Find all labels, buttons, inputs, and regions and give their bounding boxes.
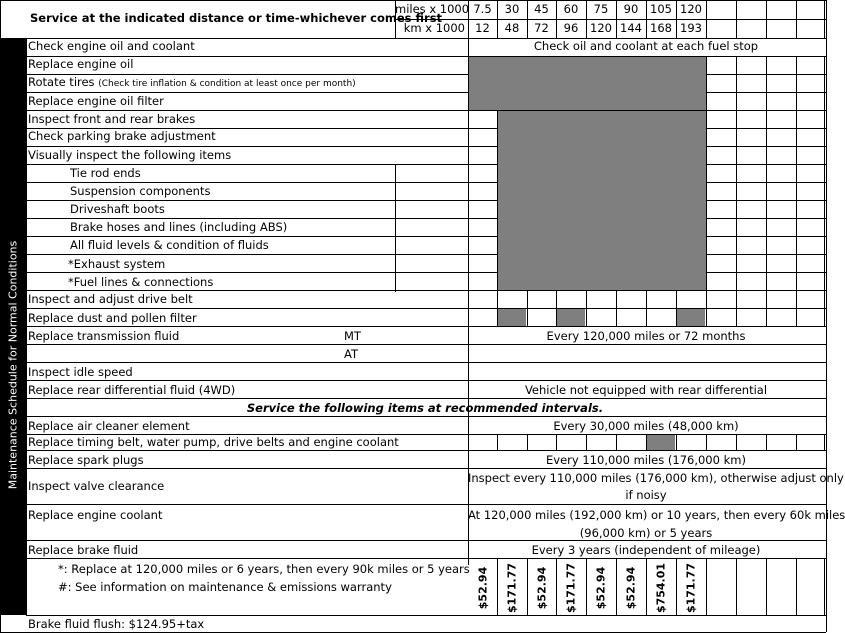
price-label: $52.94	[476, 566, 489, 610]
grid-line	[824, 0, 825, 38]
grid-line	[26, 416, 826, 417]
header-km-value: 144	[620, 21, 642, 35]
grid-line	[736, 0, 737, 38]
header-km-value: 72	[534, 21, 549, 35]
note-hash: #: See information on maintenance & emissions warranty	[58, 580, 392, 594]
item-idle-speed: Inspect idle speed	[28, 365, 133, 379]
item-at: AT	[344, 347, 358, 361]
price-label: $52.94	[535, 566, 548, 610]
item-tie-rod: Tie rod ends	[70, 166, 141, 180]
header-miles-value: 105	[650, 2, 672, 16]
sidebar-label: Maintenance Schedule for Normal Conditions	[6, 240, 20, 490]
price-label: $171.77	[564, 562, 578, 614]
price-label: $52.94	[594, 566, 608, 610]
grid-line	[706, 558, 707, 615]
header-miles-value: 45	[534, 2, 549, 16]
header-miles-value: 90	[623, 2, 639, 16]
grid-line	[616, 558, 617, 615]
grid-line	[796, 434, 797, 450]
item-driveshaft: Driveshaft boots	[70, 202, 165, 216]
miles-label: miles x 1000	[395, 2, 470, 16]
note-star: *: Replace at 120,000 miles or 6 years, then every 90k miles or 5 years	[58, 562, 470, 576]
section-header: Service the following items at recommended intervals.	[246, 401, 604, 415]
grid-line	[26, 326, 826, 327]
header-km-value: 120	[590, 21, 612, 35]
grid-line	[766, 558, 767, 615]
item-brake-hoses: Brake hoses and lines (including ABS)	[70, 220, 288, 234]
service-shade-cell	[469, 57, 706, 110]
item-rear-diff: Replace rear differential fluid (4WD)	[28, 383, 236, 397]
grid-line	[527, 558, 528, 615]
table-border	[826, 0, 827, 632]
grid-line	[796, 0, 797, 38]
grid-line	[556, 434, 557, 450]
item-valve-clearance: Inspect valve clearance	[28, 479, 165, 493]
header-km-value: 96	[563, 21, 579, 35]
item-brake-fluid: Replace brake fluid	[28, 543, 139, 557]
item-replace-oil: Replace engine oil	[28, 57, 134, 71]
header-miles-value: 120	[680, 2, 702, 16]
grid-line	[616, 434, 617, 450]
item-fuel-lines: *Fuel lines & connections	[68, 275, 214, 289]
grid-line	[766, 0, 767, 38]
item-dust-filter: Replace dust and pollen filter	[28, 311, 197, 325]
rotate-tires-note: (Check tire inflation & condition at least once per month)	[98, 79, 356, 89]
grid-line	[736, 56, 737, 326]
service-shade-cell	[498, 111, 706, 290]
header-km-value: 48	[504, 21, 520, 35]
grid-line	[556, 558, 557, 615]
grid-line	[766, 434, 767, 450]
grid-line	[26, 450, 826, 451]
header-miles-value: 60	[563, 2, 579, 16]
price-label: $171.77	[684, 562, 698, 614]
grid-line	[26, 344, 826, 345]
service-shade-cell	[557, 309, 585, 326]
price-label: $171.77	[505, 562, 519, 614]
grid-line	[646, 558, 647, 615]
interval-transmission: Every 120,000 miles or 72 months	[546, 329, 746, 343]
service-title: Service at the indicated distance or time-whichever comes first	[30, 11, 443, 25]
grid-line	[706, 0, 707, 38]
header-km-value: 12	[475, 21, 490, 35]
grid-line	[586, 558, 587, 615]
interval-spark-plugs: Every 110,000 miles (176,000 km)	[546, 453, 746, 467]
grid-line	[736, 434, 737, 450]
grid-line	[527, 434, 528, 450]
grid-line	[676, 434, 677, 450]
grid-line	[706, 56, 707, 326]
item-spark-plugs: Replace spark plugs	[28, 453, 144, 467]
header-miles-value: 30	[504, 2, 520, 16]
interval-check-oil: Check oil and coolant at each fuel stop	[533, 39, 759, 53]
price-label: $52.94	[624, 566, 638, 610]
grid-line	[824, 56, 825, 326]
item-fluid-levels: All fluid levels & condition of fluids	[70, 238, 269, 252]
grid-line	[796, 558, 797, 615]
header-miles-value: 75	[593, 2, 609, 16]
km-label: km x 1000	[403, 21, 465, 35]
item-coolant: Replace engine coolant	[28, 508, 163, 522]
grid-line	[26, 504, 826, 505]
item-timing-belt: Replace timing belt, water pump, drive belts and engine coolant	[28, 435, 399, 449]
grid-line	[497, 434, 498, 450]
item-check-oil: Check engine oil and coolant	[28, 39, 195, 53]
item-visually-inspect: Visually inspect the following items	[28, 148, 232, 162]
service-shade-cell	[647, 435, 675, 450]
footer-note: Brake fluid flush: $124.95+tax	[28, 617, 205, 631]
interval-air-cleaner: Every 30,000 miles (48,000 km)	[553, 419, 739, 433]
item-exhaust: *Exhaust system	[68, 257, 166, 271]
grid-line	[497, 558, 498, 615]
item-suspension: Suspension components	[70, 184, 211, 198]
interval-valve-line2: if noisy	[625, 488, 667, 502]
price-label: $754.01	[654, 562, 668, 614]
grid-line	[824, 558, 825, 615]
grid-line	[586, 434, 587, 450]
header-miles-value: 7.5	[473, 2, 492, 16]
grid-line	[766, 56, 767, 326]
grid-line	[26, 468, 826, 469]
interval-rear-diff: Vehicle not equipped with rear differential	[524, 383, 768, 397]
sidebar-band	[0, 38, 26, 615]
item-check-parking: Check parking brake adjustment	[28, 129, 216, 143]
service-shade-cell	[498, 309, 526, 326]
grid-line	[676, 558, 677, 615]
service-shade-cell	[677, 309, 705, 326]
interval-coolant-line2: (96,000 km) or 5 years	[579, 526, 713, 540]
grid-line	[26, 362, 826, 363]
header-km-value: 168	[650, 21, 672, 35]
item-drive-belt: Inspect and adjust drive belt	[28, 292, 193, 306]
rotate-tires-label: Rotate tires	[28, 75, 95, 89]
interval-valve-line1: Inspect every 110,000 miles (176,000 km), otherwise adjust only	[468, 471, 844, 485]
item-mt: MT	[344, 329, 361, 343]
grid-line	[26, 398, 826, 399]
item-transmission: Replace transmission fluid	[28, 329, 180, 343]
grid-line	[796, 56, 797, 326]
interval-coolant-line1: At 120,000 miles (192,000 km) or 10 years, then every 60k miles	[468, 508, 845, 522]
item-inspect-brakes: Inspect front and rear brakes	[28, 112, 196, 126]
item-replace-filter: Replace engine oil filter	[28, 94, 164, 108]
header-km-value: 193	[680, 21, 702, 35]
grid-line	[26, 380, 826, 381]
item-rotate-tires	[28, 74, 356, 92]
grid-line	[824, 434, 825, 450]
item-air-cleaner: Replace air cleaner element	[28, 419, 190, 433]
grid-line	[706, 434, 707, 450]
grid-line	[736, 558, 737, 615]
interval-brake-fluid: Every 3 years (independent of mileage)	[531, 543, 761, 557]
